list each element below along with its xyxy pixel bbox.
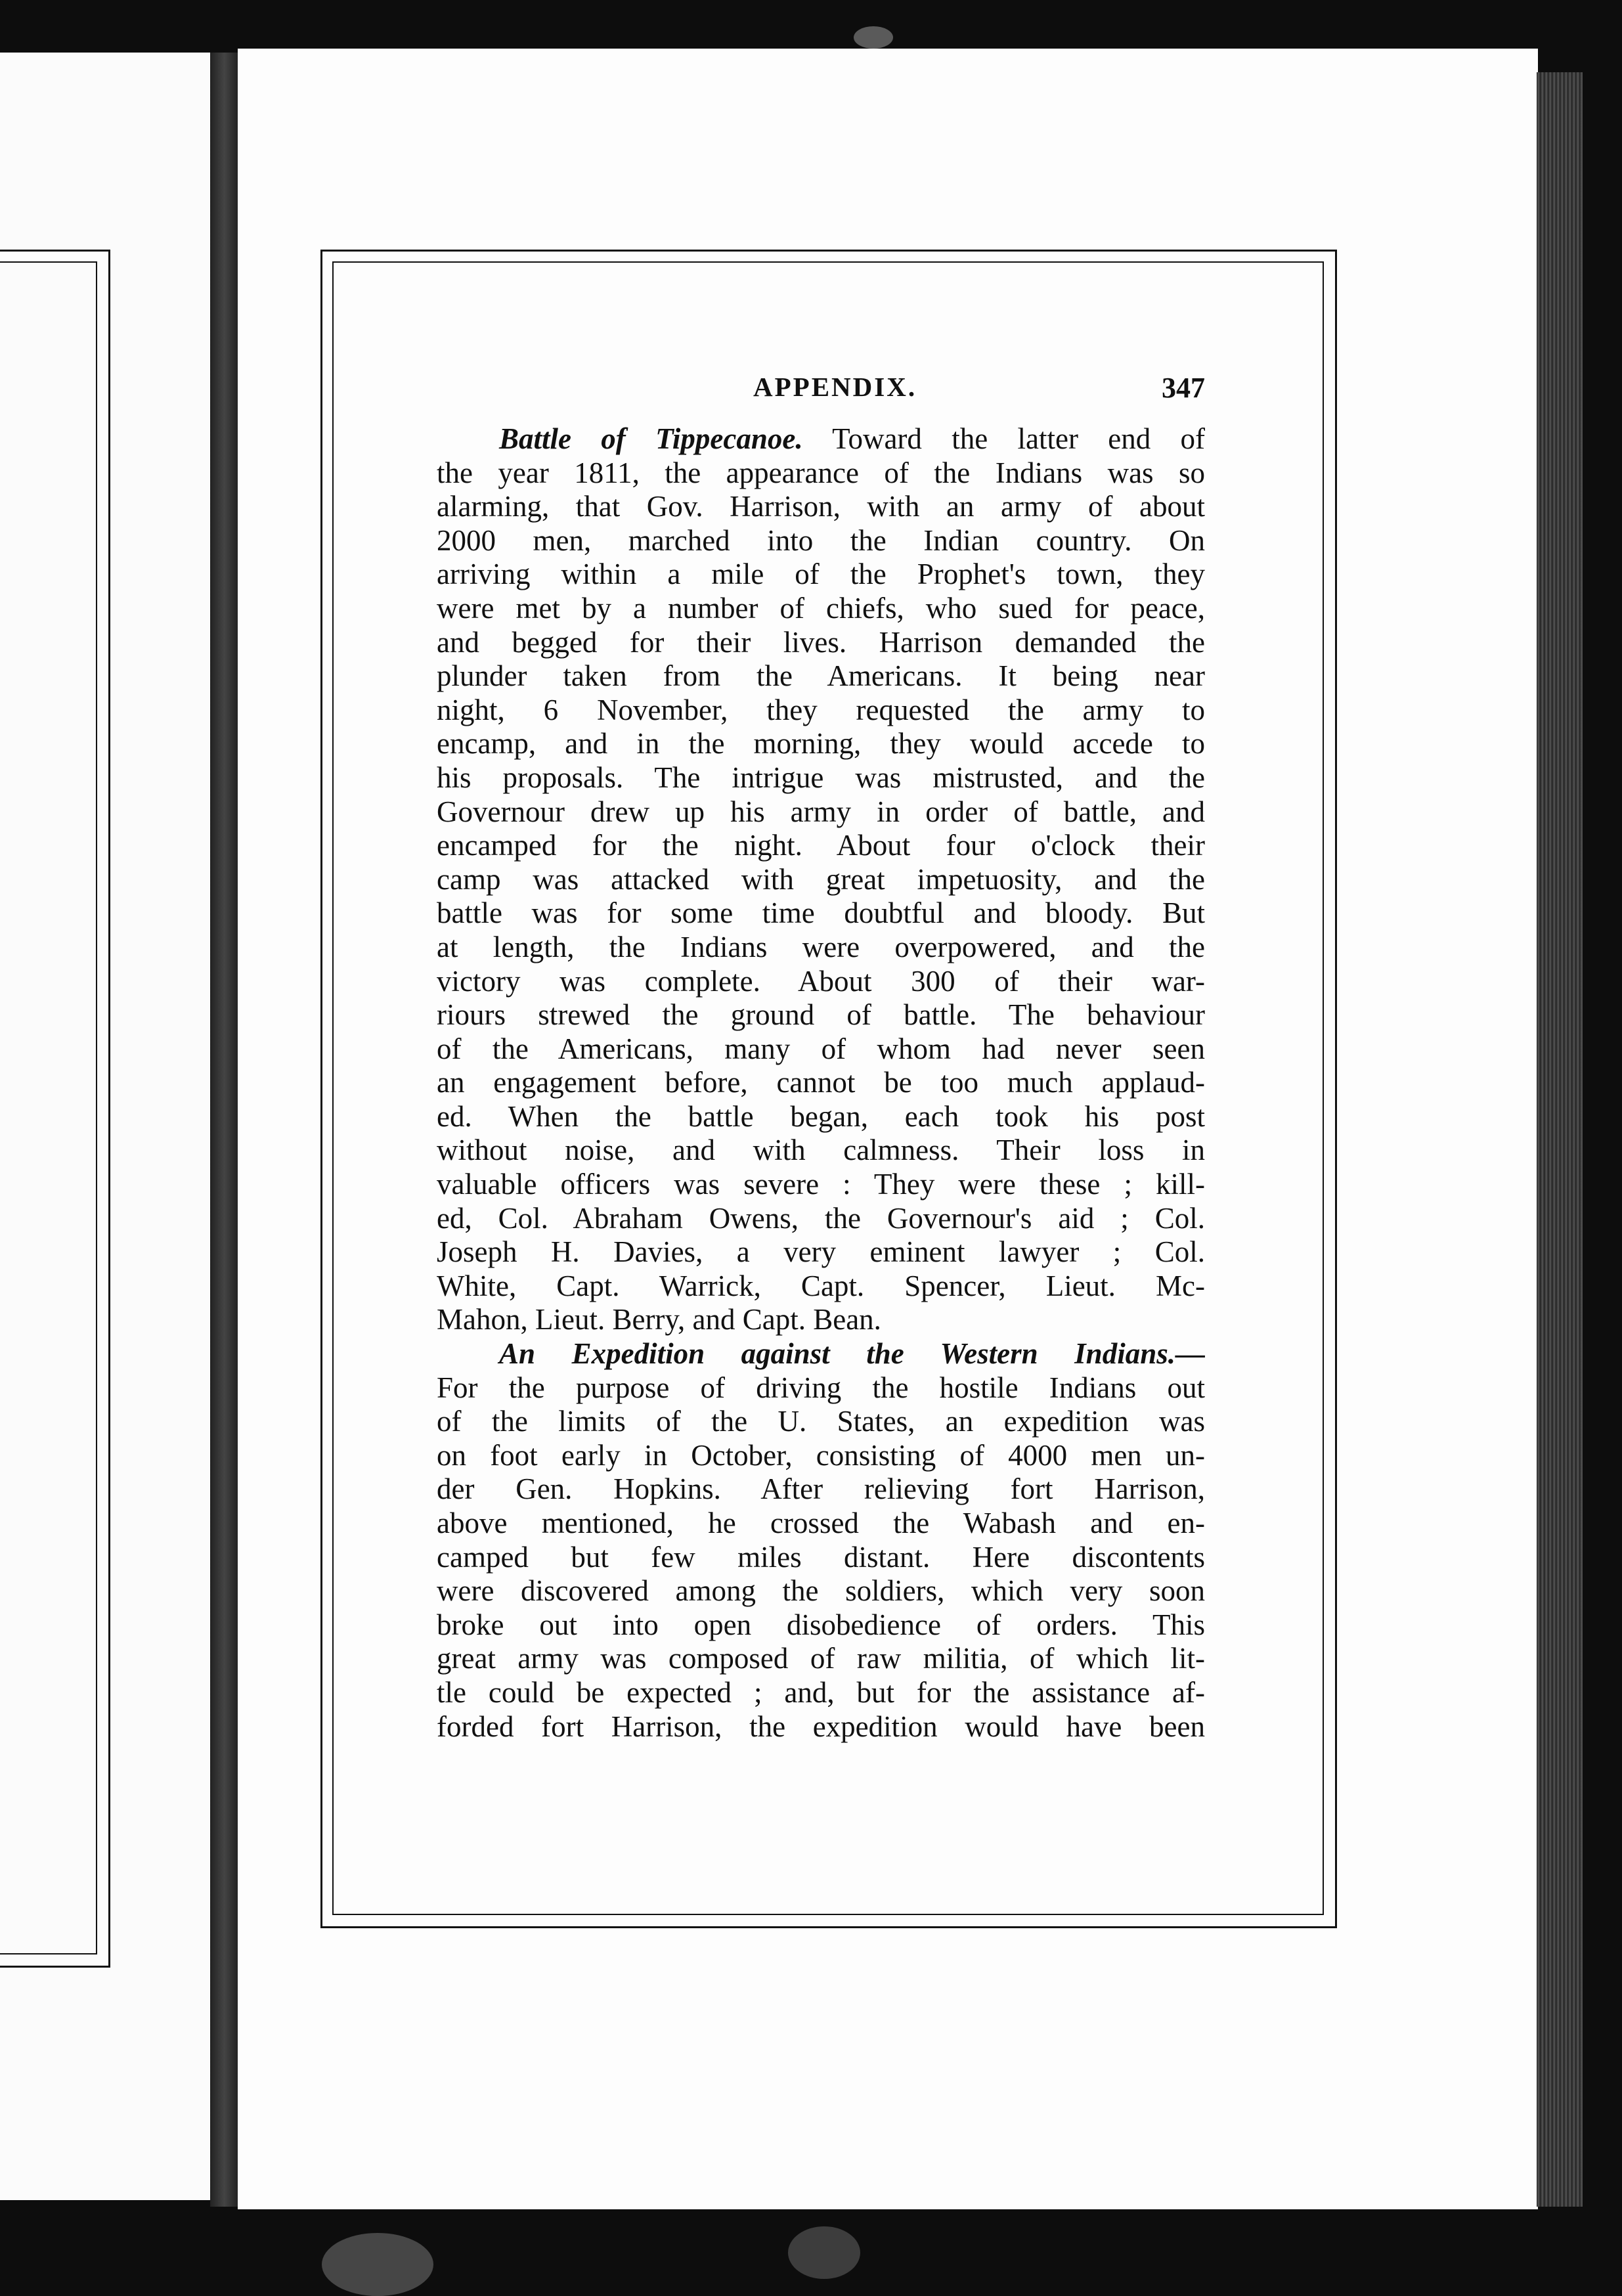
text-line: on foot early in October, consisting of 4000 men un- (437, 1438, 1205, 1472)
text-line: camp was attacked with great impetuosity, and the (437, 862, 1205, 896)
text-line: White, Capt. Warrick, Capt. Spencer, Lieut. Mc- (437, 1269, 1205, 1302)
scan-smudge (854, 26, 893, 49)
text-line: For the purpose of driving the hostile Indians out (437, 1371, 1205, 1404)
text-line: Mahon, Lieut. Berry, and Capt. Bean. (437, 1303, 881, 1336)
scan-smudge (322, 2233, 433, 2296)
page-header (437, 371, 1205, 410)
text-line: valuable officers was severe : They were these ; kill- (437, 1168, 1205, 1201)
text-line: of the Americans, many of whom had never seen (437, 1032, 1205, 1065)
text-line: ed. When the battle began, each took his post (437, 1099, 1205, 1133)
text-line: were met by a number of chiefs, who sued for peace, (437, 591, 1205, 625)
text-line: battle was for some time doubtful and bloody. But (437, 896, 1205, 930)
text-line: of the limits of the U. States, an expedition was (437, 1405, 1205, 1438)
book-gutter (210, 53, 242, 2207)
page-number: 347 (1162, 372, 1205, 404)
text-line: encamped for the night. About four o'clock their (437, 829, 1205, 862)
text-line: great army was composed of raw militia, of which lit- (437, 1642, 1205, 1675)
text-line: were discovered among the soldiers, which very soon (437, 1574, 1205, 1608)
text-line: alarming, that Gov. Harrison, with an army of about (437, 490, 1205, 523)
text-line: without noise, and with calmness. Their loss in (437, 1134, 1205, 1167)
text-line: Governour drew up his army in order of battle, and (437, 795, 1205, 828)
text-line: der Gen. Hopkins. After relieving fort Harrison, (437, 1472, 1205, 1506)
running-head: APPENDIX. (753, 372, 917, 402)
text-line: Battle of Tippecanoe. Toward the latter end of (499, 422, 1205, 455)
text-line: forded fort Harrison, the expedition would have been (437, 1710, 1205, 1743)
text-line: tle could be expected ; and, but for the assistance af- (437, 1675, 1205, 1709)
text-line: the year 1811, the appearance of the Indians was so (437, 456, 1205, 489)
text-line: his proposals. The intrigue was mistrusted, and the (437, 761, 1205, 794)
section-heading: Battle of Tippecanoe. (499, 422, 803, 455)
text-line: 2000 men, marched into the Indian country. On (437, 523, 1205, 557)
section-heading: An Expedition against the Western Indians.— (499, 1337, 1205, 1371)
text-line (437, 1337, 1205, 1371)
text-line: night, 6 November, they requested the army to (437, 693, 1205, 726)
text-line: and begged for their lives. Harrison demanded the (437, 625, 1205, 659)
text-line: broke out into open disobedience of orders. This (437, 1608, 1205, 1641)
text-line: camped but few miles distant. Here discontents (437, 1540, 1205, 1574)
text-line: at length, the Indians were overpowered, and the (437, 930, 1205, 963)
scan-smudge (788, 2226, 860, 2279)
text-line: ed, Col. Abraham Owens, the Governour's aid ; Col. (437, 1201, 1205, 1235)
text-line: arriving within a mile of the Prophet's town, they (437, 558, 1205, 591)
left-page-frame-inner (0, 261, 97, 1954)
text-line: riours strewed the ground of battle. The behaviour (437, 998, 1205, 1032)
page-body (437, 422, 1205, 1744)
text-line: plunder taken from the Americans. It being near (437, 659, 1205, 693)
page-edges (1537, 72, 1583, 2207)
text-line: encamp, and in the morning, they would accede to (437, 727, 1205, 761)
left-facing-page (0, 53, 210, 2200)
text-line: above mentioned, he crossed the Wabash and en- (437, 1507, 1205, 1539)
text-line: victory was complete. About 300 of their war- (437, 964, 1205, 998)
text-line: an engagement before, cannot be too much applaud- (437, 1066, 1205, 1099)
text-line: Joseph H. Davies, a very eminent lawyer ; Col. (437, 1235, 1205, 1269)
